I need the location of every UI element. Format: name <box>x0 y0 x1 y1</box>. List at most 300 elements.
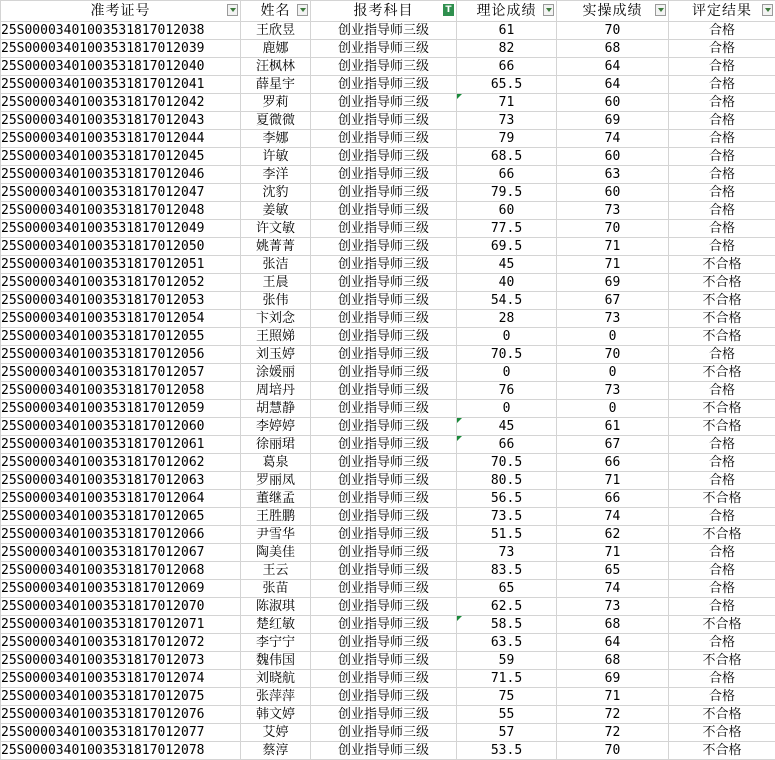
table-row <box>1 526 775 544</box>
cell-theory-score[interactable]: 77.5 <box>457 220 557 238</box>
cell-theory-score[interactable]: 28 <box>457 310 557 328</box>
cell-subject[interactable]: 创业指导师三级 <box>311 634 457 652</box>
cell-practice-score[interactable]: 70 <box>557 22 669 40</box>
cell-result[interactable]: 不合格 <box>669 652 775 670</box>
cell-theory-score[interactable]: 60 <box>457 202 557 220</box>
cell-exam-id[interactable]: 25S00003401003531817012070 <box>1 598 241 616</box>
cell-exam-id[interactable]: 25S00003401003531817012045 <box>1 148 241 166</box>
cell-practice-score[interactable]: 69 <box>557 274 669 292</box>
cell-exam-id[interactable]: 25S00003401003531817012043 <box>1 112 241 130</box>
cell-theory-score[interactable]: 75 <box>457 688 557 706</box>
cell-result[interactable]: 合格 <box>669 130 775 148</box>
cell-theory-score[interactable]: 65 <box>457 580 557 598</box>
cell-subject[interactable]: 创业指导师三级 <box>311 742 457 760</box>
table-body <box>1 22 775 760</box>
cell-practice-score[interactable]: 67 <box>557 436 669 454</box>
cell-name[interactable]: 罗丽凤 <box>241 472 311 490</box>
table-row <box>1 22 775 40</box>
cell-theory-score[interactable]: 70.5 <box>457 346 557 364</box>
cell-subject[interactable]: 创业指导师三级 <box>311 670 457 688</box>
cell-name[interactable]: 王胜鹏 <box>241 508 311 526</box>
chevron-down-icon[interactable] <box>543 4 554 16</box>
table-row <box>1 742 775 760</box>
cell-result[interactable]: 不合格 <box>669 292 775 310</box>
header-label: 理论成绩 <box>476 3 537 19</box>
table-row <box>1 328 775 346</box>
cell-theory-score[interactable]: 66 <box>457 436 557 454</box>
cell-subject[interactable]: 创业指导师三级 <box>311 112 457 130</box>
cell-subject[interactable]: 创业指导师三级 <box>311 382 457 400</box>
cell-name[interactable]: 许敏 <box>241 148 311 166</box>
header-cell-subject[interactable] <box>311 1 457 22</box>
cell-exam-id[interactable]: 25S00003401003531817012057 <box>1 364 241 382</box>
cell-exam-id[interactable]: 25S00003401003531817012047 <box>1 184 241 202</box>
table-row <box>1 76 775 94</box>
cell-name[interactable]: 姜敏 <box>241 202 311 220</box>
table-row <box>1 634 775 652</box>
cell-exam-id[interactable]: 25S00003401003531817012075 <box>1 688 241 706</box>
table-row <box>1 220 775 238</box>
cell-result[interactable]: 合格 <box>669 202 775 220</box>
cell-exam-id[interactable]: 25S00003401003531817012062 <box>1 454 241 472</box>
cell-name[interactable]: 张伟 <box>241 292 311 310</box>
table-row <box>1 184 775 202</box>
cell-practice-score[interactable]: 62 <box>557 526 669 544</box>
table-row <box>1 562 775 580</box>
cell-theory-score[interactable]: 66 <box>457 58 557 76</box>
cell-exam-id[interactable]: 25S00003401003531817012066 <box>1 526 241 544</box>
cell-theory-score[interactable]: 79 <box>457 130 557 148</box>
cell-result[interactable]: 不合格 <box>669 706 775 724</box>
table-row <box>1 148 775 166</box>
cell-subject[interactable]: 创业指导师三级 <box>311 706 457 724</box>
table-row <box>1 130 775 148</box>
cell-exam-id[interactable]: 25S00003401003531817012053 <box>1 292 241 310</box>
cell-theory-score[interactable]: 0 <box>457 364 557 382</box>
cell-subject[interactable]: 创业指导师三级 <box>311 220 457 238</box>
cell-name[interactable]: 艾婷 <box>241 724 311 742</box>
cell-result[interactable]: 不合格 <box>669 742 775 760</box>
cell-subject[interactable]: 创业指导师三级 <box>311 616 457 634</box>
cell-name[interactable]: 鹿娜 <box>241 40 311 58</box>
cell-name[interactable]: 张洁 <box>241 256 311 274</box>
cell-subject[interactable]: 创业指导师三级 <box>311 76 457 94</box>
cell-result[interactable]: 合格 <box>669 454 775 472</box>
table-row <box>1 274 775 292</box>
cell-practice-score[interactable]: 69 <box>557 670 669 688</box>
cell-theory-score[interactable]: 82 <box>457 40 557 58</box>
cell-subject[interactable]: 创业指导师三级 <box>311 454 457 472</box>
table-row <box>1 508 775 526</box>
table-row <box>1 40 775 58</box>
header-label: 准考证号 <box>90 3 151 19</box>
cell-exam-id[interactable]: 25S00003401003531817012038 <box>1 22 241 40</box>
cell-result[interactable]: 合格 <box>669 112 775 130</box>
chevron-down-icon[interactable] <box>762 4 773 16</box>
cell-result[interactable]: 合格 <box>669 580 775 598</box>
cell-name[interactable]: 陶美佳 <box>241 544 311 562</box>
cell-subject[interactable]: 创业指导师三级 <box>311 418 457 436</box>
cell-theory-score[interactable]: 70.5 <box>457 454 557 472</box>
table-row <box>1 94 775 112</box>
cell-subject[interactable]: 创业指导师三级 <box>311 544 457 562</box>
cell-theory-score[interactable]: 80.5 <box>457 472 557 490</box>
cell-result[interactable]: 不合格 <box>669 490 775 508</box>
cell-subject[interactable]: 创业指导师三级 <box>311 724 457 742</box>
cell-theory-score[interactable]: 62.5 <box>457 598 557 616</box>
cell-result[interactable]: 不合格 <box>669 526 775 544</box>
table-row <box>1 454 775 472</box>
cell-result[interactable]: 合格 <box>669 508 775 526</box>
cell-subject[interactable]: 创业指导师三级 <box>311 400 457 418</box>
cell-exam-id[interactable]: 25S00003401003531817012073 <box>1 652 241 670</box>
cell-result[interactable]: 不合格 <box>669 274 775 292</box>
cell-theory-score[interactable]: 0 <box>457 328 557 346</box>
cell-result[interactable]: 合格 <box>669 40 775 58</box>
table-row <box>1 346 775 364</box>
table-row <box>1 436 775 454</box>
cell-practice-score[interactable]: 70 <box>557 742 669 760</box>
cell-name[interactable]: 张萍萍 <box>241 688 311 706</box>
cell-name[interactable]: 王照娣 <box>241 328 311 346</box>
cell-exam-id[interactable]: 25S00003401003531817012055 <box>1 328 241 346</box>
cell-theory-score[interactable]: 73.5 <box>457 508 557 526</box>
cell-subject[interactable]: 创业指导师三级 <box>311 148 457 166</box>
cell-exam-id[interactable]: 25S00003401003531817012044 <box>1 130 241 148</box>
cell-result[interactable]: 合格 <box>669 58 775 76</box>
cell-practice-score[interactable]: 72 <box>557 706 669 724</box>
cell-practice-score[interactable]: 64 <box>557 58 669 76</box>
cell-result[interactable]: 不合格 <box>669 310 775 328</box>
cell-exam-id[interactable]: 25S00003401003531817012069 <box>1 580 241 598</box>
cell-practice-score[interactable]: 61 <box>557 418 669 436</box>
cell-theory-score[interactable]: 56.5 <box>457 490 557 508</box>
cell-theory-score[interactable]: 76 <box>457 382 557 400</box>
cell-practice-score[interactable]: 73 <box>557 598 669 616</box>
cell-name[interactable]: 张苗 <box>241 580 311 598</box>
cell-name[interactable]: 徐丽珺 <box>241 436 311 454</box>
cell-exam-id[interactable]: 25S00003401003531817012067 <box>1 544 241 562</box>
cell-subject[interactable]: 创业指导师三级 <box>311 58 457 76</box>
cell-name[interactable]: 卞刘念 <box>241 310 311 328</box>
cell-practice-score[interactable]: 60 <box>557 148 669 166</box>
cell-practice-score[interactable]: 73 <box>557 202 669 220</box>
cell-practice-score[interactable]: 73 <box>557 382 669 400</box>
cell-result[interactable]: 合格 <box>669 598 775 616</box>
cell-name[interactable]: 汪枫林 <box>241 58 311 76</box>
table-row <box>1 580 775 598</box>
cell-practice-score[interactable]: 68 <box>557 616 669 634</box>
cell-exam-id[interactable]: 25S00003401003531817012060 <box>1 418 241 436</box>
header-cell-practice-score[interactable] <box>557 1 669 22</box>
cell-theory-score[interactable]: 53.5 <box>457 742 557 760</box>
cell-exam-id[interactable]: 25S00003401003531817012040 <box>1 58 241 76</box>
cell-practice-score[interactable]: 73 <box>557 310 669 328</box>
cell-name[interactable]: 陈淑琪 <box>241 598 311 616</box>
cell-exam-id[interactable]: 25S00003401003531817012065 <box>1 508 241 526</box>
cell-result[interactable]: 不合格 <box>669 418 775 436</box>
cell-exam-id[interactable]: 25S00003401003531817012054 <box>1 310 241 328</box>
cell-practice-score[interactable]: 60 <box>557 184 669 202</box>
cell-theory-score[interactable]: 71.5 <box>457 670 557 688</box>
cell-exam-id[interactable]: 25S00003401003531817012052 <box>1 274 241 292</box>
cell-exam-id[interactable]: 25S00003401003531817012072 <box>1 634 241 652</box>
cell-name[interactable]: 楚红敏 <box>241 616 311 634</box>
cell-subject[interactable]: 创业指导师三级 <box>311 292 457 310</box>
cell-name[interactable]: 王欣昱 <box>241 22 311 40</box>
cell-practice-score[interactable]: 74 <box>557 508 669 526</box>
cell-name[interactable]: 姚菁菁 <box>241 238 311 256</box>
cell-exam-id[interactable]: 25S00003401003531817012048 <box>1 202 241 220</box>
cell-result[interactable]: 合格 <box>669 238 775 256</box>
cell-theory-score[interactable]: 68.5 <box>457 148 557 166</box>
cell-subject[interactable]: 创业指导师三级 <box>311 202 457 220</box>
cell-name[interactable]: 李洋 <box>241 166 311 184</box>
cell-exam-id[interactable]: 25S00003401003531817012042 <box>1 94 241 112</box>
cell-result[interactable]: 不合格 <box>669 616 775 634</box>
cell-exam-id[interactable]: 25S00003401003531817012041 <box>1 76 241 94</box>
cell-subject[interactable]: 创业指导师三级 <box>311 256 457 274</box>
table-row <box>1 382 775 400</box>
cell-practice-score[interactable]: 63 <box>557 166 669 184</box>
cell-exam-id[interactable]: 25S00003401003531817012078 <box>1 742 241 760</box>
cell-theory-score[interactable]: 57 <box>457 724 557 742</box>
cell-exam-id[interactable]: 25S00003401003531817012061 <box>1 436 241 454</box>
cell-subject[interactable]: 创业指导师三级 <box>311 310 457 328</box>
header-cell-theory-score[interactable] <box>457 1 557 22</box>
cell-result[interactable]: 合格 <box>669 22 775 40</box>
cell-result[interactable]: 合格 <box>669 634 775 652</box>
cell-name[interactable]: 尹雪华 <box>241 526 311 544</box>
cell-name[interactable]: 李娜 <box>241 130 311 148</box>
cell-name[interactable]: 李婷婷 <box>241 418 311 436</box>
cell-practice-score[interactable]: 71 <box>557 472 669 490</box>
cell-name[interactable]: 夏微微 <box>241 112 311 130</box>
cell-subject[interactable]: 创业指导师三级 <box>311 130 457 148</box>
cell-exam-id[interactable]: 25S00003401003531817012063 <box>1 472 241 490</box>
cell-result[interactable]: 合格 <box>669 184 775 202</box>
cell-theory-score[interactable]: 54.5 <box>457 292 557 310</box>
cell-practice-score[interactable]: 69 <box>557 112 669 130</box>
cell-name[interactable]: 罗莉 <box>241 94 311 112</box>
cell-name[interactable]: 葛泉 <box>241 454 311 472</box>
cell-theory-score[interactable]: 0 <box>457 400 557 418</box>
cell-result[interactable]: 合格 <box>669 148 775 166</box>
cell-theory-score[interactable]: 55 <box>457 706 557 724</box>
cell-result[interactable]: 合格 <box>669 472 775 490</box>
cell-subject[interactable]: 创业指导师三级 <box>311 580 457 598</box>
header-cell-name[interactable] <box>241 1 311 22</box>
cell-result[interactable]: 合格 <box>669 436 775 454</box>
cell-result[interactable]: 合格 <box>669 562 775 580</box>
cell-theory-score[interactable]: 73 <box>457 544 557 562</box>
cell-result[interactable]: 不合格 <box>669 400 775 418</box>
cell-result[interactable]: 合格 <box>669 166 775 184</box>
cell-exam-id[interactable]: 25S00003401003531817012039 <box>1 40 241 58</box>
funnel-filter-icon[interactable]: T <box>443 4 454 16</box>
cell-practice-score[interactable]: 72 <box>557 724 669 742</box>
table-row <box>1 418 775 436</box>
cell-subject[interactable]: 创业指导师三级 <box>311 274 457 292</box>
cell-exam-id[interactable]: 25S00003401003531817012076 <box>1 706 241 724</box>
table-row <box>1 490 775 508</box>
cell-theory-score[interactable]: 58.5 <box>457 616 557 634</box>
table-row <box>1 688 775 706</box>
chevron-down-icon[interactable] <box>655 4 666 16</box>
cell-result[interactable]: 合格 <box>669 382 775 400</box>
cell-practice-score[interactable]: 67 <box>557 292 669 310</box>
cell-name[interactable]: 沈豹 <box>241 184 311 202</box>
cell-name[interactable]: 李宁宁 <box>241 634 311 652</box>
cell-subject[interactable]: 创业指导师三级 <box>311 562 457 580</box>
cell-result[interactable]: 合格 <box>669 220 775 238</box>
cell-subject[interactable]: 创业指导师三级 <box>311 364 457 382</box>
cell-subject[interactable]: 创业指导师三级 <box>311 472 457 490</box>
cell-subject[interactable]: 创业指导师三级 <box>311 184 457 202</box>
cell-subject[interactable]: 创业指导师三级 <box>311 22 457 40</box>
cell-subject[interactable]: 创业指导师三级 <box>311 328 457 346</box>
cell-practice-score[interactable]: 64 <box>557 76 669 94</box>
cell-result[interactable]: 不合格 <box>669 328 775 346</box>
table-row <box>1 202 775 220</box>
cell-subject[interactable]: 创业指导师三级 <box>311 652 457 670</box>
cell-subject[interactable]: 创业指导师三级 <box>311 346 457 364</box>
table-row <box>1 652 775 670</box>
cell-theory-score[interactable]: 61 <box>457 22 557 40</box>
chevron-down-icon[interactable] <box>297 4 308 16</box>
cell-result[interactable]: 合格 <box>669 346 775 364</box>
cell-practice-score[interactable]: 68 <box>557 40 669 58</box>
cell-theory-score[interactable]: 59 <box>457 652 557 670</box>
cell-exam-id[interactable]: 25S00003401003531817012059 <box>1 400 241 418</box>
table-row <box>1 706 775 724</box>
cell-exam-id[interactable]: 25S00003401003531817012071 <box>1 616 241 634</box>
cell-practice-score[interactable]: 0 <box>557 328 669 346</box>
cell-practice-score[interactable]: 71 <box>557 256 669 274</box>
cell-practice-score[interactable]: 0 <box>557 364 669 382</box>
cell-theory-score[interactable]: 73 <box>457 112 557 130</box>
cell-exam-id[interactable]: 25S00003401003531817012077 <box>1 724 241 742</box>
cell-theory-score[interactable]: 51.5 <box>457 526 557 544</box>
cell-name[interactable]: 刘玉婷 <box>241 346 311 364</box>
cell-result[interactable]: 不合格 <box>669 364 775 382</box>
header-label: 实操成绩 <box>582 3 643 19</box>
header-label: 姓名 <box>260 3 291 19</box>
cell-subject[interactable]: 创业指导师三级 <box>311 94 457 112</box>
cell-exam-id[interactable]: 25S00003401003531817012074 <box>1 670 241 688</box>
cell-subject[interactable]: 创业指导师三级 <box>311 238 457 256</box>
cell-theory-score[interactable]: 40 <box>457 274 557 292</box>
cell-name[interactable]: 董继孟 <box>241 490 311 508</box>
table-row <box>1 238 775 256</box>
cell-name[interactable]: 蔡淳 <box>241 742 311 760</box>
cell-name[interactable]: 许文敏 <box>241 220 311 238</box>
cell-theory-score[interactable]: 45 <box>457 418 557 436</box>
table-row <box>1 364 775 382</box>
table-row <box>1 670 775 688</box>
cell-theory-score[interactable]: 71 <box>457 94 557 112</box>
cell-name[interactable]: 魏伟国 <box>241 652 311 670</box>
cell-subject[interactable]: 创业指导师三级 <box>311 508 457 526</box>
cell-practice-score[interactable]: 71 <box>557 544 669 562</box>
cell-name[interactable]: 薛星宇 <box>241 76 311 94</box>
cell-subject[interactable]: 创业指导师三级 <box>311 40 457 58</box>
cell-result[interactable]: 不合格 <box>669 256 775 274</box>
cell-subject[interactable]: 创业指导师三级 <box>311 598 457 616</box>
cell-subject[interactable]: 创业指导师三级 <box>311 436 457 454</box>
cell-result[interactable]: 合格 <box>669 94 775 112</box>
cell-theory-score[interactable]: 83.5 <box>457 562 557 580</box>
cell-result[interactable]: 合格 <box>669 544 775 562</box>
cell-subject[interactable]: 创业指导师三级 <box>311 688 457 706</box>
cell-theory-score[interactable]: 66 <box>457 166 557 184</box>
cell-practice-score[interactable]: 74 <box>557 130 669 148</box>
cell-result[interactable]: 不合格 <box>669 724 775 742</box>
cell-subject[interactable]: 创业指导师三级 <box>311 166 457 184</box>
header-cell-exam-id[interactable] <box>1 1 241 22</box>
cell-exam-id[interactable]: 25S00003401003531817012046 <box>1 166 241 184</box>
header-cell-result[interactable] <box>669 1 775 22</box>
cell-exam-id[interactable]: 25S00003401003531817012064 <box>1 490 241 508</box>
cell-practice-score[interactable]: 0 <box>557 400 669 418</box>
cell-exam-id[interactable]: 25S00003401003531817012058 <box>1 382 241 400</box>
cell-theory-score[interactable]: 45 <box>457 256 557 274</box>
cell-theory-score[interactable]: 63.5 <box>457 634 557 652</box>
cell-name[interactable]: 涂媛丽 <box>241 364 311 382</box>
cell-theory-score[interactable]: 65.5 <box>457 76 557 94</box>
chevron-down-icon[interactable] <box>227 4 238 16</box>
cell-practice-score[interactable]: 66 <box>557 490 669 508</box>
cell-exam-id[interactable]: 25S00003401003531817012056 <box>1 346 241 364</box>
header-row <box>1 1 775 22</box>
table-row <box>1 616 775 634</box>
cell-name[interactable]: 王晨 <box>241 274 311 292</box>
cell-practice-score[interactable]: 60 <box>557 94 669 112</box>
cell-practice-score[interactable]: 65 <box>557 562 669 580</box>
cell-name[interactable]: 王云 <box>241 562 311 580</box>
cell-exam-id[interactable]: 25S00003401003531817012050 <box>1 238 241 256</box>
table-row <box>1 292 775 310</box>
cell-exam-id[interactable]: 25S00003401003531817012051 <box>1 256 241 274</box>
cell-name[interactable]: 周培丹 <box>241 382 311 400</box>
cell-name[interactable]: 胡慧静 <box>241 400 311 418</box>
cell-practice-score[interactable]: 70 <box>557 220 669 238</box>
header-label: 评定结果 <box>692 3 752 19</box>
cell-exam-id[interactable]: 25S00003401003531817012049 <box>1 220 241 238</box>
cell-practice-score[interactable]: 71 <box>557 688 669 706</box>
table-row <box>1 310 775 328</box>
cell-practice-score[interactable]: 74 <box>557 580 669 598</box>
cell-practice-score[interactable]: 71 <box>557 238 669 256</box>
table-row <box>1 58 775 76</box>
cell-theory-score[interactable]: 79.5 <box>457 184 557 202</box>
cell-practice-score[interactable]: 70 <box>557 346 669 364</box>
cell-result[interactable]: 合格 <box>669 670 775 688</box>
cell-subject[interactable]: 创业指导师三级 <box>311 526 457 544</box>
cell-name[interactable]: 刘晓航 <box>241 670 311 688</box>
cell-name[interactable]: 韩文婷 <box>241 706 311 724</box>
cell-result[interactable]: 合格 <box>669 76 775 94</box>
cell-practice-score[interactable]: 64 <box>557 634 669 652</box>
cell-exam-id[interactable]: 25S00003401003531817012068 <box>1 562 241 580</box>
table-row <box>1 472 775 490</box>
cell-practice-score[interactable]: 68 <box>557 652 669 670</box>
cell-practice-score[interactable]: 66 <box>557 454 669 472</box>
cell-theory-score[interactable]: 69.5 <box>457 238 557 256</box>
cell-result[interactable]: 合格 <box>669 688 775 706</box>
table-row <box>1 544 775 562</box>
cell-subject[interactable]: 创业指导师三级 <box>311 490 457 508</box>
